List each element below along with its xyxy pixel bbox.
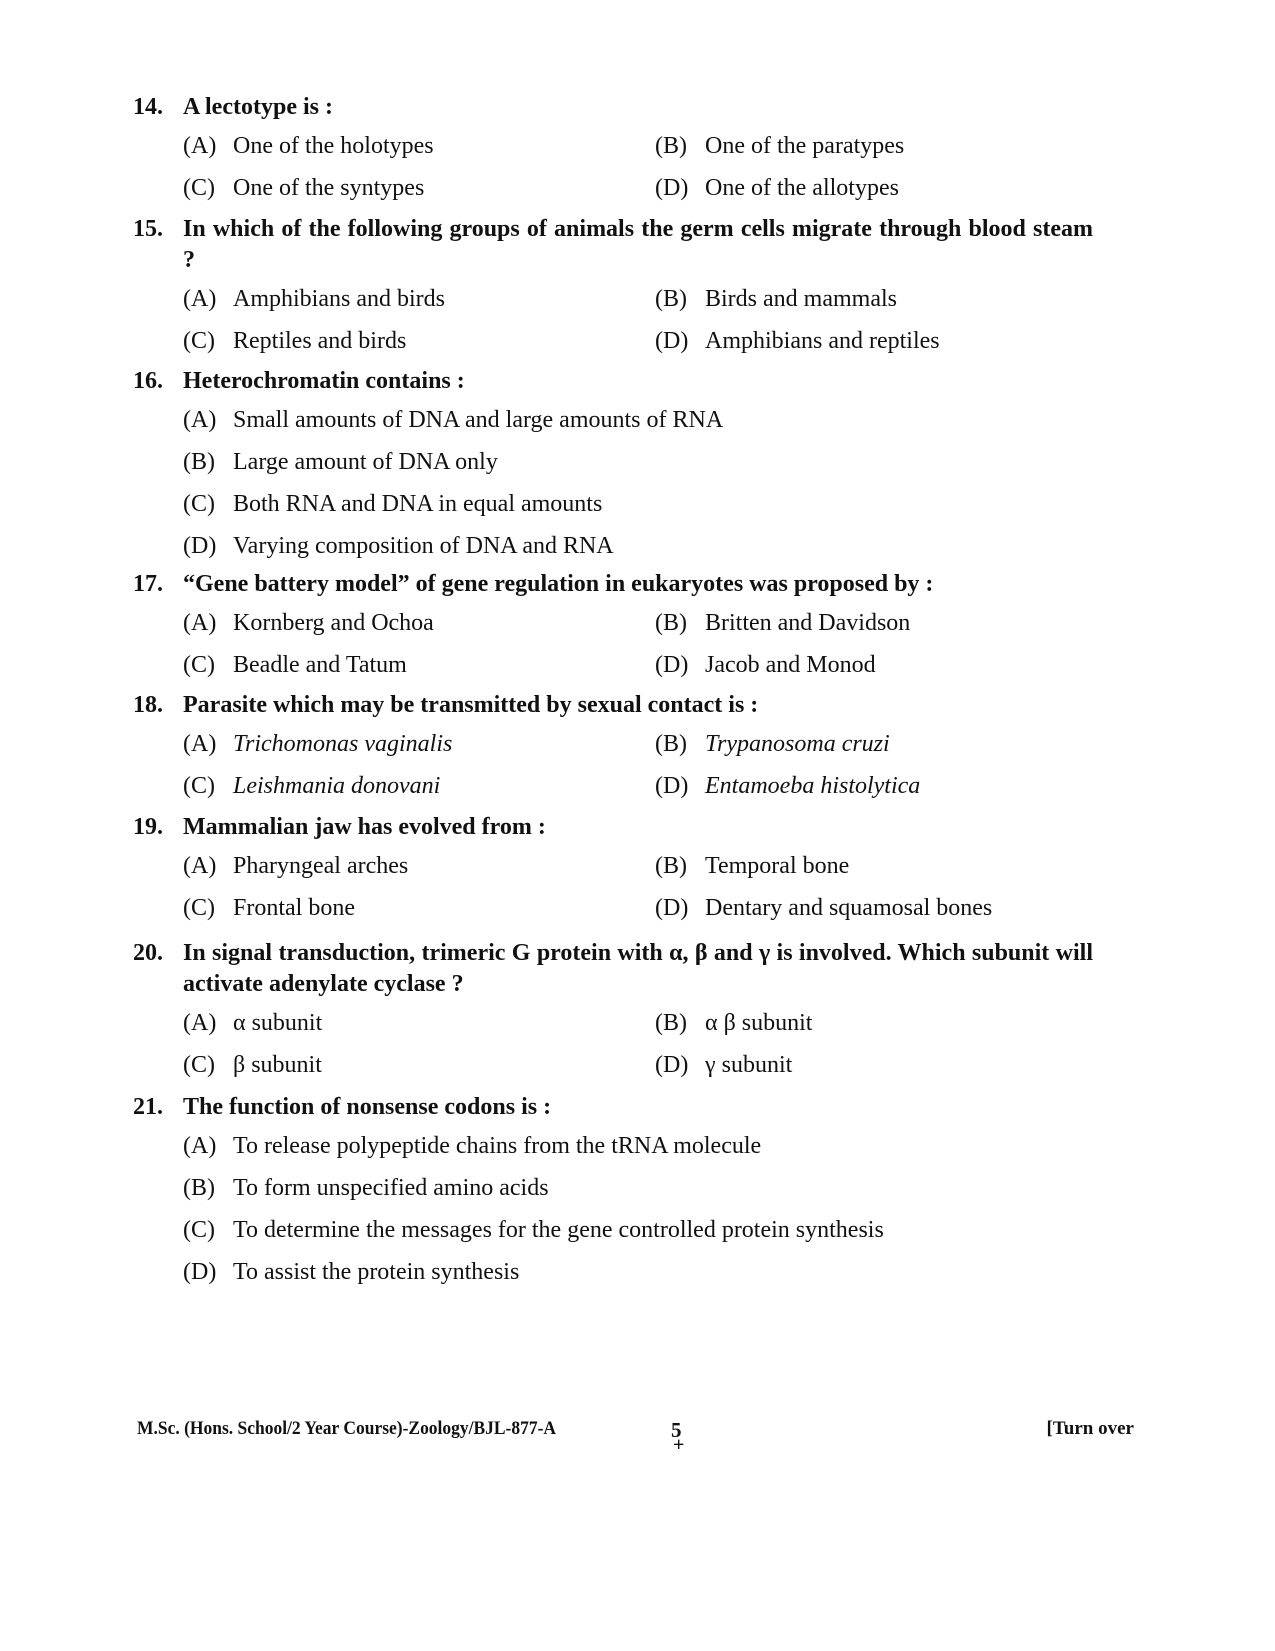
question-stem xyxy=(133,366,1093,397)
question-text: Parasite which may be transmitted by sexual contact is : xyxy=(183,692,759,718)
question-stem xyxy=(133,690,1093,721)
page-number: 5 xyxy=(671,1418,682,1442)
option-d: (D) γ subunit xyxy=(655,1052,793,1078)
question-text: The function of nonsense codons is : xyxy=(183,1094,552,1120)
plus-mark: + xyxy=(673,1434,685,1456)
question-15 xyxy=(133,214,1093,362)
option-b: (B) One of the paratypes xyxy=(655,133,905,159)
question-stem xyxy=(133,92,1093,123)
option-d: (D) One of the allotypes xyxy=(655,175,899,201)
question-17 xyxy=(133,569,1093,686)
options xyxy=(133,602,1093,686)
option-d: (D) Dentary and squamosal bones xyxy=(655,895,993,921)
option-a: (A) Small amounts of DNA and large amounts of RNA xyxy=(183,407,724,433)
option-d: (D) Amphibians and reptiles xyxy=(655,328,940,354)
option-a: (A) Trichomonas vaginalis xyxy=(183,731,453,757)
options xyxy=(133,845,1093,929)
question-text: “Gene battery model” of gene regulation in eukaryotes was proposed by : xyxy=(183,571,934,597)
question-number: 15. xyxy=(133,216,163,242)
option-c: (C) Beadle and Tatum xyxy=(183,652,407,678)
question-stem xyxy=(133,1092,1093,1123)
question-text: Heterochromatin contains : xyxy=(183,368,465,394)
question-19 xyxy=(133,812,1093,929)
question-number: 21. xyxy=(133,1094,163,1120)
option-a: (A) α subunit xyxy=(183,1010,323,1036)
options xyxy=(133,1125,1093,1293)
question-18 xyxy=(133,690,1093,807)
options xyxy=(133,723,1093,807)
option-d: (D) Varying composition of DNA and RNA xyxy=(183,533,614,559)
question-text: In signal transduction, trimeric G protein with α, β and γ is involved. Which subunit will activate adenylate cyclase ? xyxy=(183,940,1093,997)
option-c: (C) β subunit xyxy=(183,1052,322,1078)
question-text: Mammalian jaw has evolved from : xyxy=(183,814,546,840)
option-c: (C) One of the syntypes xyxy=(183,175,425,201)
option-c: (C) Reptiles and birds xyxy=(183,328,407,354)
option-b: (B) Trypanosoma cruzi xyxy=(655,731,890,757)
question-stem xyxy=(133,214,1093,276)
option-d: (D) Entamoeba histolytica xyxy=(655,773,921,799)
question-number: 18. xyxy=(133,692,163,718)
option-b: (B) Large amount of DNA only xyxy=(183,449,498,475)
question-20 xyxy=(133,938,1093,1086)
options xyxy=(133,278,1093,362)
turn-over-note: [Turn over xyxy=(1046,1418,1134,1439)
options xyxy=(133,399,1093,567)
option-b: (B) Britten and Davidson xyxy=(655,610,911,636)
question-21 xyxy=(133,1092,1093,1293)
option-b: (B) Temporal bone xyxy=(655,853,850,879)
question-stem xyxy=(133,812,1093,843)
question-text: In which of the following groups of animals the germ cells migrate through blood steam ? xyxy=(183,216,1093,273)
option-a: (A) Kornberg and Ochoa xyxy=(183,610,434,636)
options xyxy=(133,125,1093,209)
question-text: A lectotype is : xyxy=(183,94,333,120)
option-d: (D) To assist the protein synthesis xyxy=(183,1259,520,1285)
option-c: (C) Leishmania donovani xyxy=(183,773,441,799)
option-b: (B) To form unspecified amino acids xyxy=(183,1175,549,1201)
option-a: (A) To release polypeptide chains from the tRNA molecule xyxy=(183,1133,762,1159)
question-number: 19. xyxy=(133,814,163,840)
question-number: 16. xyxy=(133,368,163,394)
question-number: 17. xyxy=(133,571,163,597)
option-c: (C) Frontal bone xyxy=(183,895,355,921)
question-number: 20. xyxy=(133,940,163,966)
question-number: 14. xyxy=(133,94,163,120)
question-stem xyxy=(133,569,1093,600)
option-c: (C) To determine the messages for the gene controlled protein synthesis xyxy=(183,1217,884,1243)
option-a: (A) Amphibians and birds xyxy=(183,286,445,312)
option-a: (A) One of the holotypes xyxy=(183,133,434,159)
question-14 xyxy=(133,92,1093,209)
option-b: (B) Birds and mammals xyxy=(655,286,897,312)
option-c: (C) Both RNA and DNA in equal amounts xyxy=(183,491,603,517)
question-16 xyxy=(133,366,1093,567)
option-d: (D) Jacob and Monod xyxy=(655,652,876,678)
option-a: (A) Pharyngeal arches xyxy=(183,853,409,879)
course-code: M.Sc. (Hons. School/2 Year Course)-Zoology/BJL-877-A xyxy=(137,1418,557,1439)
option-b: (B) α β subunit xyxy=(655,1010,813,1036)
options xyxy=(133,1002,1093,1086)
question-stem xyxy=(133,938,1093,1000)
